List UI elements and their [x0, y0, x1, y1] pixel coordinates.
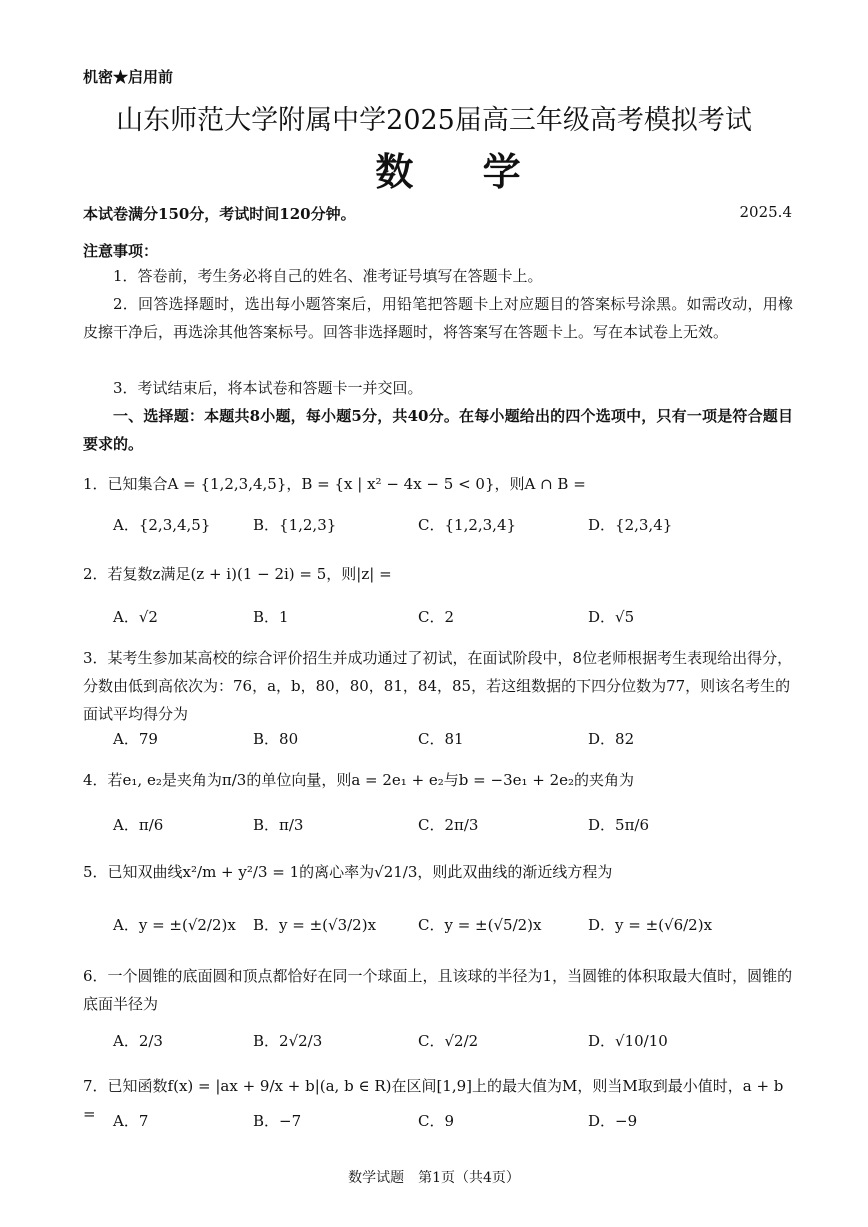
option-b: B．{1,2,3} — [253, 516, 337, 534]
option-d: D．√10/10 — [588, 1032, 668, 1050]
question-2-stem: 2．若复数z满足(z + i)(1 − 2i) = 5，则|z| = — [83, 565, 392, 583]
question-4-options — [113, 814, 793, 844]
option-b: B．y = ±(√3/2)x — [253, 916, 377, 934]
option-a: A．7 — [113, 1112, 149, 1130]
question-1-options — [113, 514, 793, 544]
option-d: D．82 — [588, 730, 635, 748]
exam-date: 2025.4 — [739, 203, 792, 221]
question-6-stem: 6．一个圆锥的底面圆和顶点都恰好在同一个球面上，且该球的半径为1，当圆锥的体积取最大值时，圆锥的底面半径为 — [83, 967, 793, 1013]
question-4-stem: 4．若e₁, e₂是夹角为π/3的单位向量，则a = 2e₁ + e₂与b = −3e₁ + 2e₂的夹角为 — [83, 771, 635, 789]
confidential-label: 机密★启用前 — [83, 68, 174, 86]
question-7-stem: 7．已知函数f(x) = |ax + 9/x + b|(a, b ∈ R)在区间[1,9]上的最大值为M，则当M取到最小值时，a + b = — [83, 1077, 784, 1123]
option-a: A．y = ±(√2/2)x — [113, 916, 236, 934]
option-d: D．√5 — [588, 608, 635, 626]
question-5-options — [113, 914, 793, 944]
option-d: D．{2,3,4} — [588, 516, 673, 534]
question-1-stem: 1．已知集合A = {1,2,3,4,5}，B = {x | x² − 4x − 5 < 0}，则A ∩ B = — [83, 475, 586, 493]
option-d: D．−9 — [588, 1112, 638, 1130]
question-5-stem: 5．已知双曲线x²/m + y²/3 = 1的离心率为√21/3，则此双曲线的渐近线方程为 — [83, 863, 613, 881]
option-a: A．2/3 — [113, 1032, 163, 1050]
option-c: C．9 — [418, 1112, 455, 1130]
option-b: B．80 — [253, 730, 299, 748]
option-d: D．y = ±(√6/2)x — [588, 916, 713, 934]
question-3-stem: 3．某考生参加某高校的综合评价招生并成功通过了初试，在面试阶段中，8位老师根据考生表现给出得分，分数由低到高依次为：76，a，b，80，80，81，84，85，若这组数据的下四分位数为77，则该名考生的面试平均得分为 — [83, 649, 793, 723]
option-c: C．2 — [418, 608, 455, 626]
option-a: A．79 — [113, 730, 158, 748]
option-b: B．π/3 — [253, 816, 304, 834]
option-a: A．√2 — [113, 608, 158, 626]
notes-title: 注意事项： — [83, 242, 159, 260]
score-time-info: 本试卷满分150分，考试时间120分钟。 — [83, 205, 356, 223]
page-footer: 数学试题 第1页（共4页） — [348, 1170, 520, 1186]
question-2-options — [113, 606, 793, 636]
question-7-options — [113, 1110, 793, 1140]
option-b: B．−7 — [253, 1112, 302, 1130]
option-a: A．π/6 — [113, 816, 164, 834]
option-c: C．y = ±(√5/2)x — [418, 916, 542, 934]
note-item-2: 2．回答选择题时，选出每小题答案后，用铅笔把答题卡上对应题目的答案标号涂黑。如需改动，用橡皮擦干净后，再选涂其他答案标号。回答非选择题时，将答案写在答题卡上。写在本试卷上无效。 — [83, 295, 793, 341]
option-c: C．2π/3 — [418, 816, 479, 834]
option-d: D．5π/6 — [588, 816, 650, 834]
subject-title: 数 学 — [375, 149, 549, 194]
section-heading: 一、选择题：本题共8小题，每小题5分，共40分。在每小题给出的四个选项中，只有一项是符合题目要求的。 — [83, 407, 793, 453]
question-3-options — [113, 728, 793, 758]
note-item-3: 3．考试结束后，将本试卷和答题卡一并交回。 — [113, 379, 423, 397]
exam-title: 山东师范大学附属中学2025届高三年级高考模拟考试 — [116, 105, 752, 136]
question-6-options — [113, 1030, 793, 1060]
option-a: A．{2,3,4,5} — [113, 516, 211, 534]
note-item-1: 1．答卷前，考生务必将自己的姓名、准考证号填写在答题卡上。 — [113, 267, 543, 285]
option-b: B．1 — [253, 608, 289, 626]
option-c: C．{1,2,3,4} — [418, 516, 517, 534]
option-b: B．2√2/3 — [253, 1032, 323, 1050]
option-c: C．81 — [418, 730, 464, 748]
option-c: C．√2/2 — [418, 1032, 479, 1050]
